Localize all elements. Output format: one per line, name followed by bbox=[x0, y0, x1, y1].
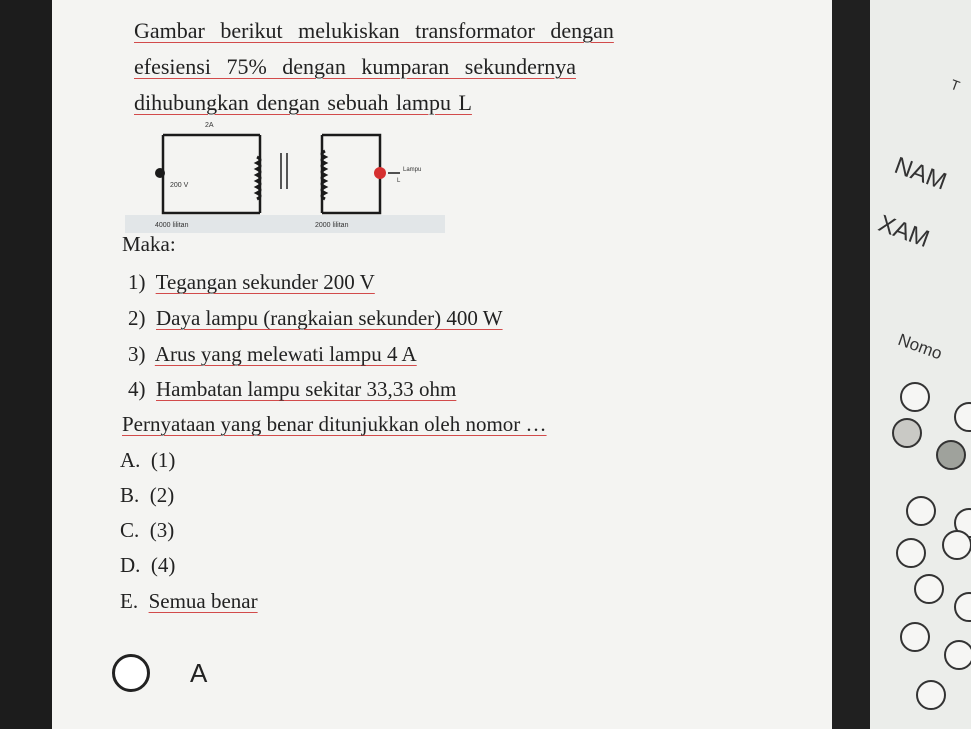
statement-1 bbox=[128, 270, 375, 295]
answer-bubble[interactable] bbox=[914, 574, 944, 604]
answer-bubble[interactable] bbox=[942, 530, 971, 560]
answer-choice-a[interactable] bbox=[112, 654, 412, 694]
answer-bubble[interactable] bbox=[896, 538, 926, 568]
question-line-3: dihubungkan dengan sebuah lampu L bbox=[134, 90, 472, 115]
maka-label: Maka: bbox=[122, 232, 176, 256]
statement-3 bbox=[128, 342, 417, 367]
option-b bbox=[120, 483, 174, 508]
voltage-label: 200 V bbox=[170, 182, 189, 189]
option-d bbox=[120, 553, 175, 578]
corner-label: T bbox=[948, 76, 963, 94]
statement-text: Tegangan sekunder 200 V bbox=[155, 270, 375, 294]
option-letter: D. bbox=[120, 553, 141, 577]
lamp-symbol: L bbox=[397, 178, 401, 184]
statement-text: Hambatan lampu sekitar 33,33 ohm bbox=[156, 377, 457, 401]
option-a bbox=[120, 448, 175, 473]
current-label: 2A bbox=[205, 122, 214, 129]
statement-2 bbox=[128, 306, 503, 331]
answer-bubble-filled[interactable] bbox=[892, 418, 922, 448]
option-c bbox=[120, 518, 174, 543]
option-letter: E. bbox=[120, 589, 139, 613]
statement-number: 1) bbox=[128, 270, 146, 294]
statement-number: 4) bbox=[128, 377, 146, 401]
answer-bubble-filled[interactable] bbox=[936, 440, 966, 470]
option-text: (1) bbox=[150, 448, 176, 472]
option-text: (2) bbox=[149, 483, 175, 507]
secondary-turns-label: 2000 lilitan bbox=[315, 222, 349, 229]
statement-4 bbox=[128, 377, 456, 402]
statement-text: Arus yang melewati lampu 4 A bbox=[154, 342, 417, 366]
answer-bubble[interactable] bbox=[954, 592, 971, 622]
option-letter: C. bbox=[120, 518, 140, 542]
answer-bubble[interactable] bbox=[906, 496, 936, 526]
answer-bubble[interactable] bbox=[900, 622, 930, 652]
name-label: NAM bbox=[890, 152, 951, 196]
radio-button[interactable] bbox=[112, 654, 150, 692]
secondary-coil bbox=[322, 151, 325, 199]
answer-bubble[interactable] bbox=[944, 640, 971, 670]
answer-sheet-background bbox=[870, 0, 971, 729]
question-prompt: Pernyataan yang benar ditunjukkan oleh nomor … bbox=[122, 412, 547, 436]
number-label: Nomo bbox=[895, 330, 945, 364]
statement-number: 3) bbox=[128, 342, 146, 366]
statement-text: Daya lampu (rangkaian sekunder) 400 W bbox=[156, 306, 503, 330]
lamp-label: Lampu bbox=[403, 167, 422, 173]
question-line-1: Gambar berikut melukiskan transformator dengan bbox=[134, 18, 614, 43]
answer-bubble[interactable] bbox=[954, 402, 971, 432]
option-text: (3) bbox=[149, 518, 175, 542]
option-letter: A. bbox=[120, 448, 141, 472]
device-bezel bbox=[832, 0, 870, 729]
transformer-circuit-diagram bbox=[125, 115, 445, 233]
option-letter: B. bbox=[120, 483, 140, 507]
voltage-source-terminal bbox=[155, 168, 165, 178]
statement-number: 2) bbox=[128, 306, 146, 330]
question-line-2: efesiensi 75% dengan kumparan sekundernya bbox=[134, 54, 576, 79]
lamp-icon bbox=[374, 167, 386, 179]
answer-bubble[interactable] bbox=[900, 382, 930, 412]
option-e bbox=[120, 589, 258, 614]
answer-bubble[interactable] bbox=[916, 680, 946, 710]
option-text: Semua benar bbox=[148, 589, 258, 613]
answer-choice-label: A bbox=[190, 658, 208, 688]
option-text: (4) bbox=[150, 553, 176, 577]
primary-turns-label: 4000 lilitan bbox=[155, 222, 189, 229]
exam-label: XAM bbox=[874, 210, 933, 254]
